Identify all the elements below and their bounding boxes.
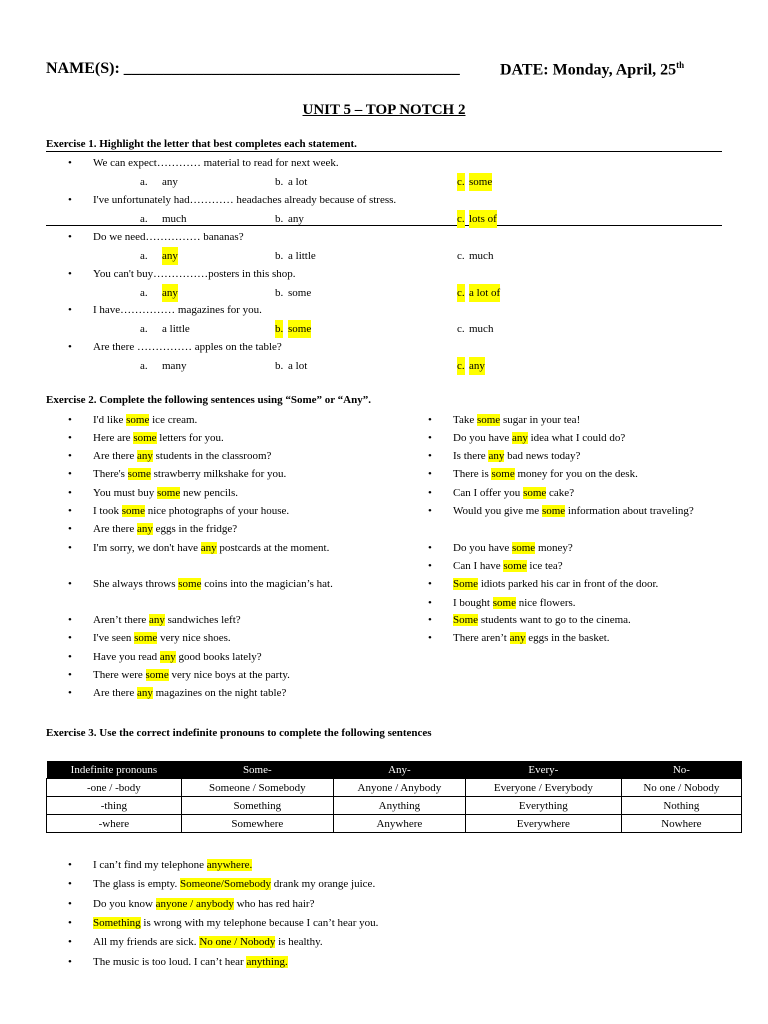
sentence-text: strawberry milkshake for you.	[150, 468, 287, 480]
table-header-cell: No-	[621, 761, 741, 779]
table-cell: Someone / Somebody	[181, 779, 333, 797]
answer-highlight: some	[145, 669, 169, 681]
bullet-icon: •	[68, 669, 72, 681]
sentence-item	[453, 411, 580, 429]
option-letter: c.	[457, 250, 465, 262]
option-letter: a.	[140, 176, 148, 188]
table-cell: Everyone / Everybody	[465, 779, 621, 797]
sentence-text: I took	[93, 505, 122, 517]
bullet-icon: •	[68, 341, 72, 353]
bullet-icon: •	[428, 487, 432, 499]
option-letter: b.	[275, 320, 283, 338]
option-letter: b.	[275, 213, 284, 225]
sentence-text: nice flowers.	[515, 597, 576, 609]
bullet-icon: •	[428, 468, 432, 480]
option-letter: c.	[457, 173, 465, 191]
answer-highlight: Someone/Somebody	[179, 878, 272, 890]
option-value: much	[469, 250, 494, 262]
option-value: a little	[288, 250, 316, 262]
bullet-icon: •	[68, 542, 72, 554]
date-label	[500, 60, 684, 79]
sentence-text: I'm sorry, we don't have	[93, 542, 201, 554]
date-text: DATE: Monday, April, 25	[500, 61, 677, 79]
answer-highlight: some	[523, 487, 547, 499]
bullet-icon: •	[428, 560, 432, 572]
sentence-item	[93, 684, 286, 702]
bullet-icon: •	[68, 651, 72, 663]
sentence-item	[93, 429, 224, 447]
option-letter: c.	[457, 210, 465, 228]
sentence-text: is healthy.	[275, 936, 323, 948]
bullet-icon: •	[68, 450, 72, 462]
bullet-icon: •	[68, 687, 72, 699]
answer-highlight: some	[492, 597, 516, 609]
option-value: any	[162, 247, 178, 265]
sentence-text: very nice shoes.	[157, 632, 231, 644]
sentence-text: Here are	[93, 432, 134, 444]
table-cell: Anything	[333, 797, 465, 815]
answer-highlight: any	[488, 450, 505, 462]
sentence-text: I've seen	[93, 632, 135, 644]
sentence-text: There aren’t	[453, 632, 510, 644]
bullet-icon: •	[68, 523, 72, 535]
option-letter: a.	[140, 360, 148, 372]
exercise2-title: Exercise 2. Complete the following sentences using “Some” or “Any”.	[46, 394, 371, 406]
sentence-text: The glass is empty.	[93, 878, 180, 890]
sentence-item	[93, 611, 241, 629]
option-value: any	[162, 284, 178, 302]
sentence-text: Do you have	[453, 432, 512, 444]
answer-highlight: some	[133, 432, 157, 444]
option-value: much	[469, 323, 494, 335]
answer-highlight: some	[157, 487, 181, 499]
sentence-text: is wrong with my telephone because I can’t hear you.	[140, 917, 379, 929]
sentence-text: Is there	[453, 450, 489, 462]
option-value: any	[162, 176, 178, 188]
sentence-text: Would you give me	[453, 505, 542, 517]
table-row	[47, 815, 742, 833]
sentence-text: You must buy	[93, 487, 157, 499]
sentence-text: coins into the magician’s hat.	[201, 578, 333, 590]
table-cell: Anyone / Anybody	[333, 779, 465, 797]
table-cell: Anywhere	[333, 815, 465, 833]
sentence-text: drank my orange juice.	[271, 878, 376, 890]
sentence-item	[93, 933, 323, 951]
sentence-text: Can I have	[453, 560, 504, 572]
answer-highlight: some	[491, 468, 515, 480]
option-letter: b.	[275, 360, 284, 372]
answer-highlight: some	[503, 560, 527, 572]
bullet-icon: •	[68, 487, 72, 499]
bullet-icon: •	[68, 414, 72, 426]
sentence-text: nice photographs of your house.	[144, 505, 290, 517]
answer-highlight: No one / Nobody	[199, 936, 276, 948]
sentence-item	[93, 575, 361, 593]
sentence-text: sugar in your tea!	[500, 414, 581, 426]
sentence-item	[453, 447, 580, 465]
sentence-item	[453, 465, 638, 483]
option-value: lots of	[469, 210, 497, 228]
bullet-icon: •	[68, 304, 72, 316]
sentence-text: letters for you.	[156, 432, 224, 444]
table-row	[47, 797, 742, 815]
sentence-item	[93, 914, 378, 932]
option-value: a lot of	[469, 284, 500, 302]
answer-highlight: any	[136, 687, 153, 699]
bullet-icon: •	[428, 450, 432, 462]
option-letter: b.	[275, 250, 284, 262]
bullet-icon: •	[68, 614, 72, 626]
table-cell: Nothing	[621, 797, 741, 815]
sentence-item	[453, 539, 573, 557]
sentence-item	[453, 429, 625, 447]
question-text: Do we need…………… bananas?	[93, 231, 244, 243]
sentence-item	[453, 484, 574, 502]
sentence-text: Do you have	[453, 542, 512, 554]
answer-highlight: Something	[93, 917, 141, 929]
option-letter: a.	[140, 323, 148, 335]
table-cell: Something	[181, 797, 333, 815]
bullet-icon: •	[428, 432, 432, 444]
sentence-item	[93, 484, 238, 502]
sentence-text: sandwiches left?	[164, 614, 241, 626]
option-letter: a.	[140, 250, 148, 262]
table-header-cell: Some-	[181, 761, 333, 779]
sentence-item	[93, 856, 252, 874]
sentence-item	[453, 594, 576, 612]
sentence-text: money?	[535, 542, 573, 554]
option-letter: c.	[457, 357, 465, 375]
exercise1-top-rule	[46, 151, 722, 152]
answer-highlight: any	[149, 614, 165, 626]
option-letter: a.	[140, 213, 148, 225]
table-cell: -where	[47, 815, 182, 833]
bullet-icon: •	[428, 632, 432, 644]
bullet-icon: •	[68, 268, 72, 280]
sentence-text: There were	[93, 669, 146, 681]
option-letter: b.	[275, 176, 284, 188]
bullet-icon: •	[428, 597, 432, 609]
sentence-item	[453, 502, 721, 520]
answer-highlight: some	[476, 414, 501, 426]
bullet-icon: •	[68, 157, 72, 169]
table-header-row	[47, 761, 742, 779]
question-text: I have…………… magazines for you.	[93, 304, 262, 316]
sentence-text: good books lately?	[175, 651, 262, 663]
sentence-text: students in the classroom?	[152, 450, 272, 462]
sentence-text: students want to go to the cinema.	[478, 614, 631, 626]
sentence-text: ice tea?	[526, 560, 563, 572]
table-cell: Everywhere	[465, 815, 621, 833]
question-text: We can expect………… material to read for next week.	[93, 157, 339, 169]
bullet-icon: •	[68, 878, 72, 890]
answer-highlight: any	[511, 432, 528, 444]
sentence-text: information about traveling?	[565, 505, 694, 517]
sentence-item	[93, 539, 361, 557]
bullet-icon: •	[68, 432, 72, 444]
answer-highlight: any	[200, 542, 217, 554]
sentence-item	[453, 611, 631, 629]
sentence-text: money for you on the desk.	[514, 468, 638, 480]
question-text: Are there …………… apples on the table?	[93, 341, 282, 353]
answer-highlight: any	[136, 523, 153, 535]
table-cell: Nowhere	[621, 815, 741, 833]
bullet-icon: •	[68, 956, 72, 968]
sentence-text: postcards at the moment.	[216, 542, 330, 554]
sentence-item	[93, 411, 197, 429]
sentence-item	[93, 629, 231, 647]
answer-highlight: Some	[453, 578, 479, 590]
table-cell: Everything	[465, 797, 621, 815]
sentence-text: new pencils.	[180, 487, 238, 499]
sentence-item	[93, 465, 286, 483]
answer-highlight: any	[136, 450, 153, 462]
sentence-text: bad news today?	[504, 450, 581, 462]
sentence-text: There's	[93, 468, 128, 480]
bullet-icon: •	[68, 632, 72, 644]
answer-highlight: some	[511, 542, 536, 554]
bullet-icon: •	[428, 542, 432, 554]
sentence-text: cake?	[546, 487, 575, 499]
sentence-text: eggs in the basket.	[525, 632, 610, 644]
answer-highlight: any	[159, 651, 176, 663]
sentence-text: All my friends are sick.	[93, 936, 200, 948]
answer-highlight: anyone / anybody	[155, 898, 234, 910]
answer-highlight: some	[178, 578, 202, 590]
table-cell: No one / Nobody	[621, 779, 741, 797]
answer-highlight: some	[121, 505, 145, 517]
sentence-text: Aren’t there	[93, 614, 149, 626]
sentence-text: Do you know	[93, 898, 156, 910]
table-header-cell: Indefinite pronouns	[47, 761, 182, 779]
answer-highlight: some	[134, 632, 158, 644]
sentence-text: I can’t find my telephone	[93, 859, 207, 871]
sentence-item	[453, 557, 563, 575]
sentence-item	[93, 666, 290, 684]
answer-highlight: anywhere.	[206, 859, 253, 871]
sentence-text: Take	[453, 414, 477, 426]
answer-highlight: some	[541, 505, 566, 517]
page-title: UNIT 5 – TOP NOTCH 2	[302, 102, 466, 118]
option-value: a lot	[288, 176, 308, 188]
bullet-icon: •	[68, 505, 72, 517]
bullet-icon: •	[68, 936, 72, 948]
bullet-icon: •	[68, 194, 72, 206]
bullet-icon: •	[68, 231, 72, 243]
sentence-text: There is	[453, 468, 492, 480]
sentence-text: I'd like	[93, 414, 127, 426]
sentence-text: ice cream.	[149, 414, 198, 426]
indefinite-pronouns-table	[46, 761, 742, 833]
table-cell: -thing	[47, 797, 182, 815]
bullet-icon: •	[428, 578, 432, 590]
bullet-icon: •	[68, 917, 72, 929]
bullet-icon: •	[68, 898, 72, 910]
sentence-text: idiots parked his car in front of the door.	[478, 578, 659, 590]
option-value: a little	[162, 323, 190, 335]
option-letter: b.	[275, 287, 284, 299]
sentence-item	[453, 575, 658, 593]
question-text: I've unfortunately had………… headaches already because of stress.	[93, 194, 397, 206]
sentence-item	[93, 895, 314, 913]
bullet-icon: •	[428, 505, 432, 517]
sentence-text: very nice boys at the party.	[168, 669, 290, 681]
sentence-text: magazines on the night table?	[152, 687, 287, 699]
table-cell: -one / -body	[47, 779, 182, 797]
sentence-text: Are there	[93, 687, 137, 699]
sentence-text: Are there	[93, 523, 137, 535]
sentence-text: Can I offer you	[453, 487, 524, 499]
name-field-label: NAME(S): __________________________________________	[46, 60, 460, 77]
sentence-item	[93, 953, 288, 971]
sentence-text: who has red hair?	[233, 898, 315, 910]
option-value: many	[162, 360, 187, 372]
option-value: much	[162, 213, 187, 225]
bullet-icon: •	[68, 578, 72, 590]
table-row	[47, 779, 742, 797]
option-value: any	[469, 357, 485, 375]
option-letter: a.	[140, 287, 148, 299]
sentence-item	[93, 447, 271, 465]
option-value: some	[288, 287, 312, 299]
sentence-text: She always throws	[93, 578, 179, 590]
table-cell: Somewhere	[181, 815, 333, 833]
sentence-text: idea what I could do?	[527, 432, 626, 444]
bullet-icon: •	[428, 614, 432, 626]
option-value: some	[288, 320, 311, 338]
sentence-item	[93, 502, 289, 520]
option-value: any	[288, 213, 304, 225]
date-suffix: th	[676, 60, 685, 70]
sentence-item	[93, 875, 375, 893]
sentence-item	[93, 520, 237, 538]
bullet-icon: •	[68, 468, 72, 480]
option-value: some	[469, 173, 492, 191]
option-letter: c.	[457, 284, 465, 302]
option-letter: c.	[457, 323, 465, 335]
sentence-item	[453, 629, 610, 647]
sentence-text: The music is too loud. I can’t hear	[93, 956, 247, 968]
sentence-text: Have you read	[93, 651, 160, 663]
option-value: a lot	[288, 360, 308, 372]
answer-highlight: some	[127, 468, 151, 480]
sentence-text: I bought	[453, 597, 493, 609]
answer-highlight: some	[126, 414, 150, 426]
answer-highlight: any	[509, 632, 526, 644]
bullet-icon: •	[68, 859, 72, 871]
sentence-text: Are there	[93, 450, 137, 462]
answer-highlight: Some	[453, 614, 479, 626]
question-text: You can't buy……………posters in this shop.	[93, 268, 296, 280]
bullet-icon: •	[428, 414, 432, 426]
answer-highlight: anything.	[246, 956, 288, 968]
sentence-text: eggs in the fridge?	[152, 523, 238, 535]
exercise1-title: Exercise 1. Highlight the letter that best completes each statement.	[46, 138, 357, 150]
sentence-item	[93, 648, 262, 666]
exercise3-title: Exercise 3. Use the correct indefinite pronouns to complete the following sentences	[46, 727, 432, 739]
table-header-cell: Every-	[465, 761, 621, 779]
table-header-cell: Any-	[333, 761, 465, 779]
